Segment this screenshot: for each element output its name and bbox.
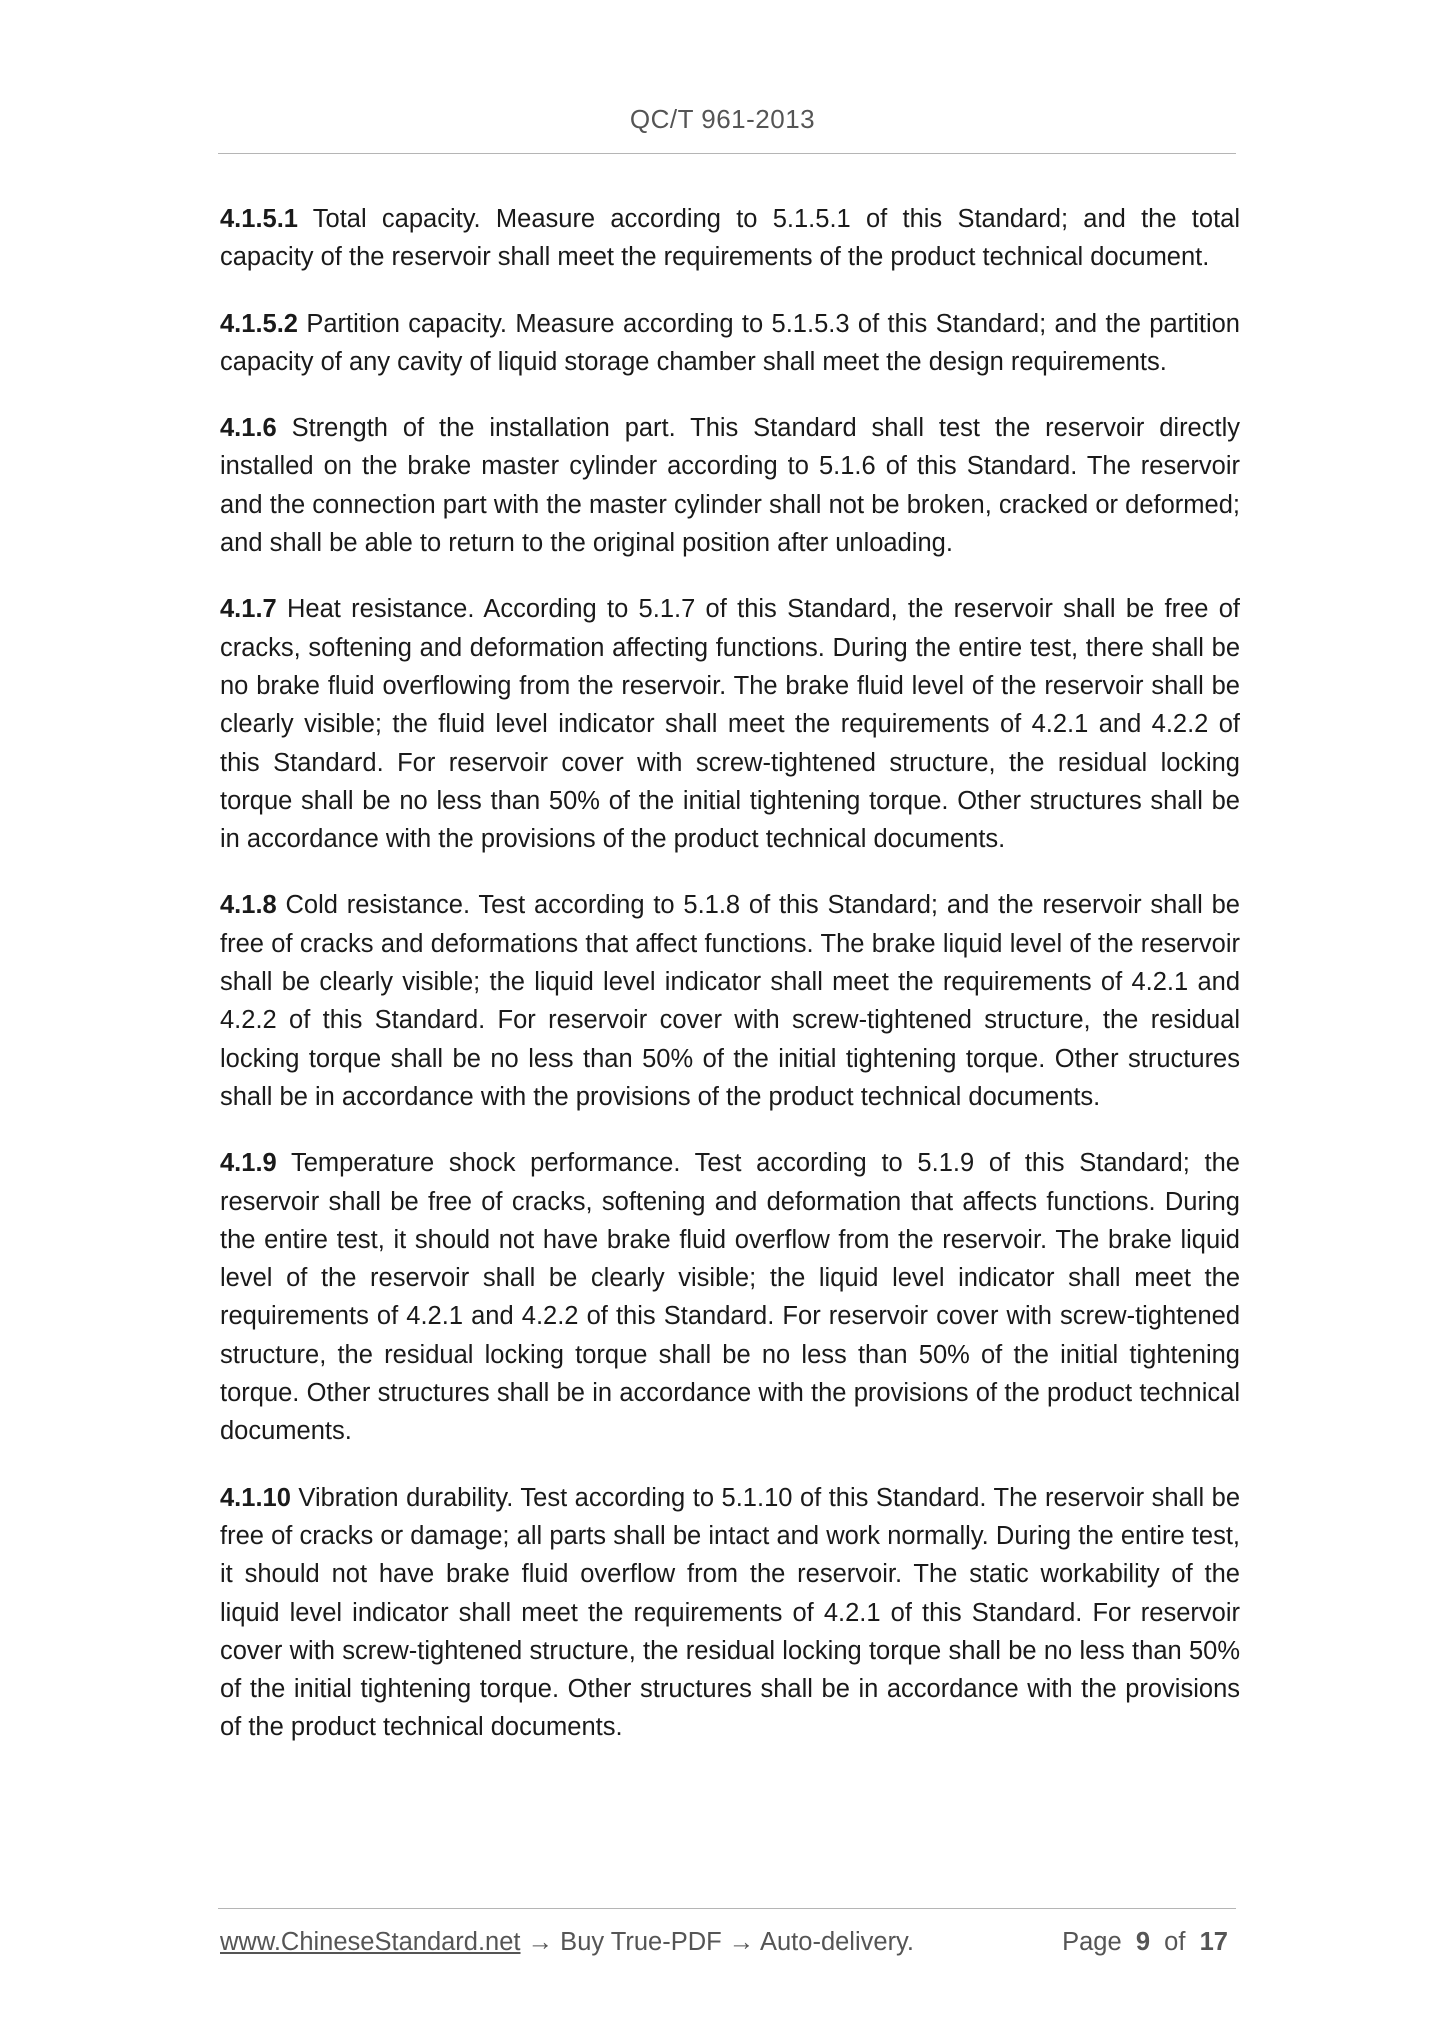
total-pages: 17	[1199, 1928, 1228, 1956]
clause-4-1-5-1	[220, 200, 1240, 277]
clause-number: 4.1.10	[220, 1483, 291, 1512]
document-id-header: QC/T 961-2013	[629, 104, 816, 134]
clause-4-1-5-2	[220, 305, 1240, 382]
clause-text: Partition capacity. Measure according to 5.1.5.3 of this Standard; and the partition capacity of any cavity of liquid storage chamber shall meet the design requirements.	[220, 309, 1240, 376]
clause-number: 4.1.6	[220, 414, 277, 443]
footer-divider	[218, 1908, 1236, 1909]
website-link[interactable]: www.ChineseStandard.net	[220, 1928, 521, 1956]
clause-text: Vibration durability. Test according to 5.1.10 of this Standard. The reservoir shall be free of cracks or damage; all parts shall be intact and work normally. During the entire test, it should not have brake fluid overflow from the reservoir. The static workability of the liquid level indicator shall meet the requirements of 4.2.1 of this Standard. For reservoir cover with screw-tightened structure, the residual locking torque shall be no less than 50% of the initial tightening torque. Other structures shall be in accordance with the provisions of the product technical documents.	[220, 1483, 1240, 1742]
footer-tagline: → Buy True-PDF → Auto-delivery.	[520, 1928, 914, 1956]
clause-4-1-6	[220, 409, 1240, 562]
clause-text: Strength of the installation part. This Standard shall test the reservoir directly installed on the brake master cylinder according to 5.1.6 of this Standard. The reservoir and the connection part with the master cylinder shall not be broken, cracked or deformed; and shall be able to return to the original position after unloading.	[220, 414, 1240, 558]
page-number	[1062, 1928, 1228, 1957]
clause-text: Cold resistance. Test according to 5.1.8 of this Standard; and the reservoir shall be free of cracks and deformations that affect functions. The brake liquid level of the reservoir shall be clearly visible; the liquid level indicator shall meet the requirements of 4.2.1 and 4.2.2 of this Standard. For reservoir cover with screw-tightened structure, the residual locking torque shall be no less than 50% of the initial tightening torque. Other structures shall be in accordance with the provisions of the product technical documents.	[220, 891, 1240, 1111]
document-body	[220, 200, 1240, 1775]
page-of-label: of	[1164, 1928, 1186, 1956]
clause-text: Total capacity. Measure according to 5.1.5.1 of this Standard; and the total capacity of the reservoir shall meet the requirements of the product technical document.	[220, 205, 1240, 272]
clause-4-1-10	[220, 1479, 1240, 1747]
clause-number: 4.1.5.1	[220, 205, 298, 233]
clause-4-1-7	[220, 590, 1240, 858]
clause-text: Heat resistance. According to 5.1.7 of this Standard, the reservoir shall be free of cracks, softening and deformation affecting functions. During the entire test, there shall be no brake fluid overflowing from the reservoir. The brake fluid level of the reservoir shall be clearly visible; the fluid level indicator shall meet the requirements of 4.2.1 and 4.2.2 of this Standard. For reservoir cover with screw-tightened structure, the residual locking torque shall be no less than 50% of the initial tightening torque. Other structures shall be in accordance with the provisions of the product technical documents.	[220, 595, 1240, 854]
clause-number: 4.1.8	[220, 891, 277, 920]
footer-promo	[220, 1928, 914, 1957]
clause-number: 4.1.5.2	[220, 309, 298, 338]
clause-4-1-9	[220, 1144, 1240, 1450]
clause-4-1-8	[220, 886, 1240, 1116]
header-divider	[218, 153, 1236, 154]
page-label: Page	[1062, 1928, 1122, 1956]
clause-number: 4.1.9	[220, 1149, 277, 1178]
clause-number: 4.1.7	[220, 595, 277, 624]
page-footer	[220, 1928, 1236, 1968]
clause-text: Temperature shock performance. Test according to 5.1.9 of this Standard; the reservoir shall be free of cracks, softening and deformation that affects functions. During the entire test, it should not have brake fluid overflow from the reservoir. The brake liquid level of the reservoir shall be clearly visible; the liquid level indicator shall meet the requirements of 4.2.1 and 4.2.2 of this Standard. For reservoir cover with screw-tightened structure, the residual locking torque shall be no less than 50% of the initial tightening torque. Other structures shall be in accordance with the provisions of the product technical documents.	[220, 1149, 1240, 1446]
current-page: 9	[1135, 1928, 1150, 1956]
